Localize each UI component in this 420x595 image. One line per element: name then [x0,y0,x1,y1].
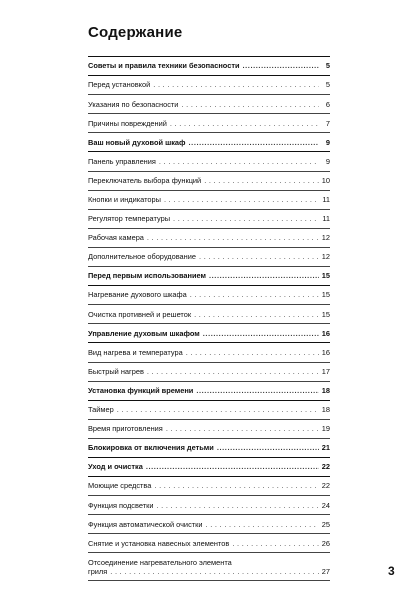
toc-entry-label: Таймер [88,405,114,415]
dot-leader [170,120,319,127]
toc-entry-page: 10 [321,175,330,185]
toc-entry[interactable] [88,343,330,362]
dot-leader [189,139,319,146]
toc-entry-label: Рабочая камера [88,233,144,243]
dot-leader [186,349,319,356]
toc-entry-label: Моющие средства [88,481,152,491]
toc-entry[interactable] [88,553,330,581]
toc-entry[interactable] [88,191,330,210]
toc-section-heading[interactable] [88,458,330,477]
toc-entry-page: 22 [321,481,330,491]
toc-entry-page: 21 [321,443,330,453]
dot-leader [199,253,319,260]
page-number: 3 [388,564,395,578]
toc-entry[interactable] [88,95,330,114]
dot-leader [147,368,319,375]
toc-entry-label: Время приготовления [88,424,163,434]
dot-leader [173,215,319,222]
toc-entry-label: Вид нагрева и температура [88,347,183,357]
dot-leader [154,482,318,489]
dot-leader [166,425,319,432]
toc-entry-label: Панель управления [88,156,156,166]
page-title: Содержание [88,24,183,41]
dot-leader [217,444,319,451]
toc-entry[interactable] [88,248,330,267]
toc-entry-page: 27 [321,566,330,576]
toc-section-heading[interactable] [88,439,330,458]
dot-leader [110,568,319,575]
dot-leader [203,330,319,337]
toc-entry-label: Дополнительное оборудование [88,252,196,262]
dot-leader [147,234,319,241]
toc-entry[interactable] [88,496,330,515]
dot-leader [117,406,319,413]
toc-entry-label: Переключатель выбора функций [88,175,202,185]
toc-entry[interactable] [88,229,330,248]
dot-leader [164,196,319,203]
toc-entry-page: 16 [321,328,330,338]
toc-entry[interactable] [88,172,330,191]
toc-entry-page: 22 [321,462,330,472]
toc-entry-page: 24 [321,500,330,510]
toc-entry-label: Очистка противней и решеток [88,309,192,319]
toc-entry-page: 15 [321,271,330,281]
toc-entry[interactable] [88,152,330,171]
toc-entry[interactable] [88,477,330,496]
toc-entry-page: 15 [321,290,330,300]
toc-entry-label: Указания по безопасности [88,99,179,109]
toc-entry-label: Кнопки и индикаторы [88,195,161,204]
toc-entry-label-continued: гриля [88,566,108,576]
dot-leader [181,101,319,108]
toc-entry-label: Советы и правила техники безопасности [88,61,240,71]
toc-entry-page: 19 [321,424,330,434]
dot-leader [243,62,320,69]
toc-entry-label: Перед первым использованием [88,271,206,281]
dot-leader [194,311,319,318]
dot-leader [153,81,319,88]
toc-entry-page: 18 [321,405,330,415]
dot-leader [146,463,319,470]
toc-entry-page: 11 [322,214,330,224]
dot-leader [204,177,319,184]
toc-entry-page: 17 [321,366,330,376]
toc-entry-page: 9 [325,137,330,147]
toc-entry-label: Блокировка от включения детьми [88,443,214,453]
toc-entry-page: 11 [322,195,330,204]
toc-entry-label: Функция автоматической очистки [88,519,203,529]
toc-entry[interactable] [88,515,330,534]
dot-leader [209,272,319,279]
toc-entry-page: 12 [321,252,330,262]
toc-entry-page: 25 [321,519,330,529]
toc-section-heading[interactable] [88,57,330,76]
toc-entry-label: Регулятор температуры [88,214,170,224]
toc-entry[interactable] [88,286,330,305]
dot-leader [190,291,319,298]
dot-leader [196,387,318,394]
toc-entry-label: Функция подсветки [88,500,154,510]
toc-entry-page: 9 [325,156,330,166]
toc-entry[interactable] [88,534,330,553]
toc-entry-label: Причины повреждений [88,118,167,128]
toc-entry-page: 5 [325,61,330,71]
toc-entry[interactable] [88,114,330,133]
dot-leader [232,540,318,547]
toc-section-heading[interactable] [88,382,330,401]
toc-entry[interactable] [88,305,330,324]
toc-entry-page: 6 [325,99,330,109]
toc-entry-page: 7 [325,118,330,128]
toc-entry-page: 16 [321,347,330,357]
toc-entry-label: Уход и очистка [88,462,143,472]
table-of-contents [88,56,330,581]
toc-section-heading[interactable] [88,133,330,152]
toc-entry-page: 15 [321,309,330,319]
toc-entry[interactable] [88,420,330,439]
toc-entry-page: 12 [321,233,330,243]
toc-entry-label: Быстрый нагрев [88,366,144,376]
toc-entry-page: 18 [321,385,330,395]
toc-entry-label: Снятие и установка навесных элементов [88,538,230,548]
dot-leader [156,502,318,509]
dot-leader [206,521,319,528]
toc-entry[interactable] [88,401,330,420]
toc-entry-page: 26 [321,538,330,548]
toc-entry-label: Перед установкой [88,80,151,90]
toc-section-heading[interactable] [88,324,330,343]
toc-entry-label: Отсоединение нагревательного элемента [88,557,232,567]
dot-leader [159,158,319,165]
toc-entry[interactable] [88,210,330,229]
toc-entry-label: Ваш новый духовой шкаф [88,137,186,147]
toc-entry[interactable] [88,363,330,382]
toc-entry-label: Установка функций времени [88,385,194,395]
toc-entry[interactable] [88,76,330,95]
toc-entry-label: Управление духовым шкафом [88,328,200,338]
toc-entry-page: 5 [325,80,330,90]
toc-entry-label: Нагревание духового шкафа [88,290,187,300]
toc-section-heading[interactable] [88,267,330,286]
